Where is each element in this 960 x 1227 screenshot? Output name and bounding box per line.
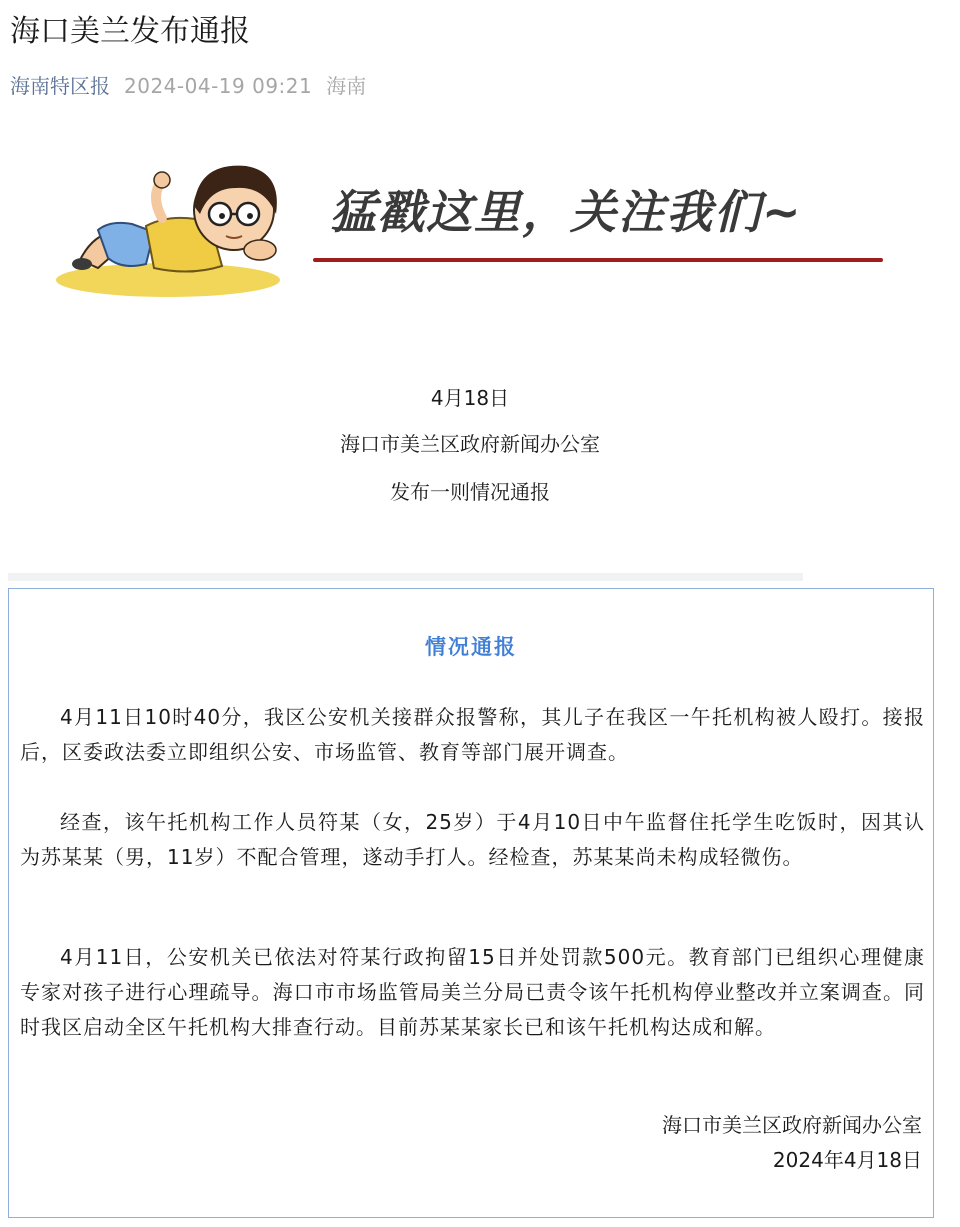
notice-heading: 情况通报 xyxy=(425,635,517,659)
cartoon-boy-lying-icon xyxy=(50,140,290,310)
intro-date: 4月18日 xyxy=(430,386,510,410)
intro-description: 发布一则情况通报 xyxy=(390,480,550,504)
notice-paragraph: 经查，该午托机构工作人员符某（女，25岁）于4月10日中午监督住托学生吃饭时，因其认为苏某某（男，11岁）不配合管理，遂动手打人。经检查，苏某某尚未构成轻微伤。 xyxy=(20,810,925,869)
intro-office: 海口市美兰区政府新闻办公室 xyxy=(340,432,600,456)
source-link[interactable]: 海南特区报 xyxy=(10,74,110,98)
section-divider xyxy=(8,573,803,581)
follow-slogan: 猛戳这里，关注我们~ xyxy=(330,185,803,239)
notice-paragraph: 4月11日10时40分，我区公安机关接群众报警称，其儿子在我区一午托机构被人殴打。接报后，区委政法委立即组织公安、市场监管、教育等部门展开调查。 xyxy=(20,705,925,764)
article-title: 海口美兰发布通报 xyxy=(10,14,250,49)
publish-datetime: 2024-04-19 09:21 xyxy=(124,74,313,98)
follow-banner[interactable] xyxy=(50,140,900,310)
signature-office: 海口市美兰区政府新闻办公室 xyxy=(662,1113,922,1137)
article-meta xyxy=(10,72,366,100)
region-label: 海南 xyxy=(326,74,367,98)
notice-paragraph: 4月11日，公安机关已依法对符某行政拘留15日并处罚款500元。教育部门已组织心理健康专家对孩子进行心理疏导。海口市市场监管局美兰分局已责令该午托机构停业整改并立案调查。同时我区启动全区午托机构大排查行动。目前苏某某家长已和该午托机构达成和解。 xyxy=(20,945,925,1039)
signature-date: 2024年4月18日 xyxy=(772,1148,922,1172)
slogan-underline xyxy=(313,258,883,262)
